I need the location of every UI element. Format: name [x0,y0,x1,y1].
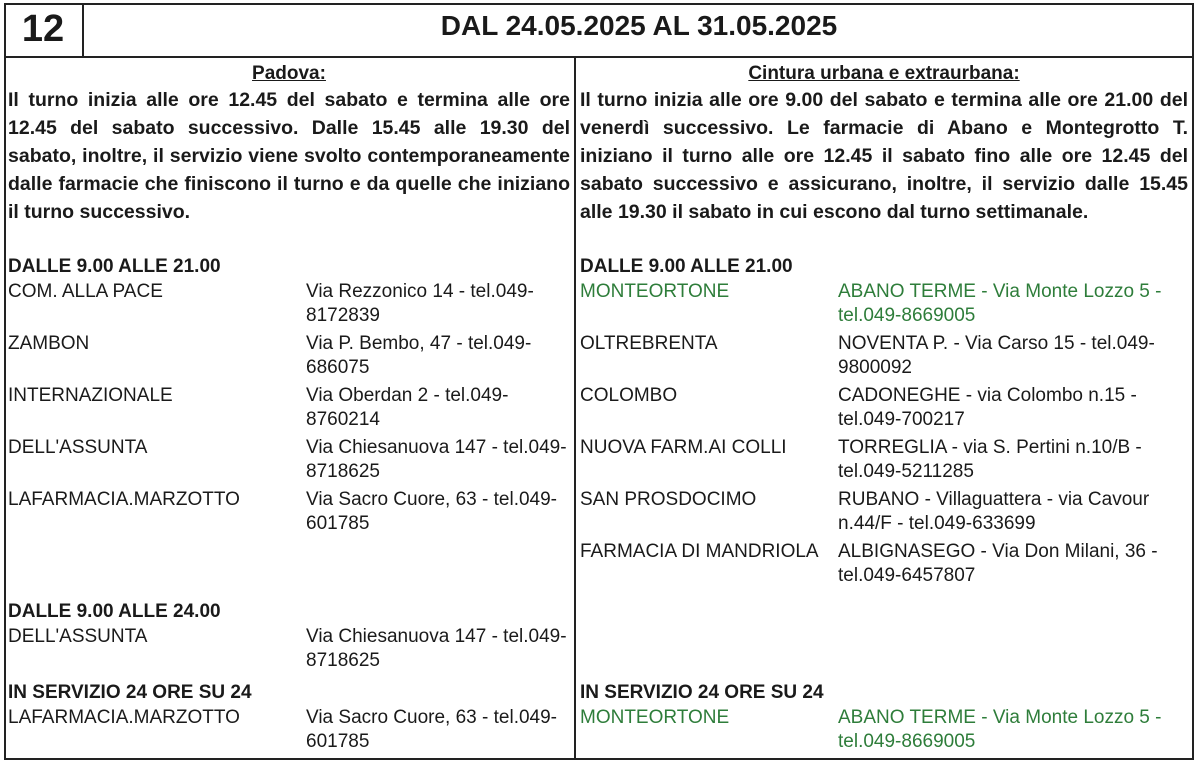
pharmacy-row [8,436,570,484]
pharmacy-name: FARMACIA DI MANDRIOLA [580,541,819,562]
header [4,3,1194,58]
pharmacy-name: OLTREBRENTA [580,333,718,354]
padova-intro: Il turno inizia alle ore 12.45 del sabato e termina alle ore 12.45 del sabato successivo. Dalle 15.45 alle 19.30 del sabato, inoltre, il servizio viene svolto contemporaneamente dalle farmacie che finiscono il turno e da quelle che iniziano il turno successivo. [8,89,570,223]
cintura-day-list [580,280,1190,592]
pharmacy-row [8,625,570,673]
padova-evening-section-title: DALLE 9.00 ALLE 24.00 [8,601,221,622]
pharmacy-address: CADONEGHE - via Colombo n.15 - tel.049-700217 [838,385,1137,430]
pharmacy-address: Via Sacro Cuore, 63 - tel.049-601785 [306,489,558,534]
cintura-day-section-title: DALLE 9.00 ALLE 21.00 [580,256,793,277]
pharmacy-name: MONTEORTONE [580,707,730,728]
cintura-24h-section-title: IN SERVIZIO 24 ORE SU 24 [580,682,824,703]
pharmacy-row [580,384,1190,432]
pharmacy-name: DELL'ASSUNTA [8,437,148,458]
padova-24h-list [8,706,570,758]
pharmacy-name: NUOVA FARM.AI COLLI [580,437,787,458]
pharmacy-row [580,540,1190,588]
pharmacy-name: INTERNAZIONALE [8,385,173,406]
pharmacy-row [8,332,570,380]
pharmacy-address: TORREGLIA - via S. Pertini n.10/B - tel.049-5211285 [838,437,1142,482]
pharmacy-address: Via Rezzonico 14 - tel.049-8172839 [306,281,534,326]
date-range-title: DAL 24.05.2025 AL 31.05.2025 [440,10,838,41]
pharmacy-row [8,488,570,536]
pharmacy-address: NOVENTA P. - Via Carso 15 - tel.049-9800092 [838,333,1155,378]
padova-column [8,60,570,226]
pharmacy-name: DELL'ASSUNTA [8,626,148,647]
pharmacy-address: Via Oberdan 2 - tel.049-8760214 [306,385,509,430]
padova-day-section-title: DALLE 9.00 ALLE 21.00 [8,256,221,277]
pharmacy-address: ABANO TERME - Via Monte Lozzo 5 - tel.049-8669005 [838,707,1162,752]
column-divider [574,58,576,760]
pharmacy-name: COLOMBO [580,385,678,406]
padova-region-title: Padova: [252,63,326,84]
pharmacy-name: LAFARMACIA.MARZOTTO [8,707,240,728]
pharmacy-address: Via Chiesanuova 147 - tel.049-8718625 [306,437,567,482]
pharmacy-address: RUBANO - Villaguattera - via Cavour n.44/F - tel.049-633699 [838,489,1150,534]
pharmacy-row [580,332,1190,380]
pharmacy-row [580,706,1190,754]
pharmacy-name: LAFARMACIA.MARZOTTO [8,489,240,510]
padova-day-list [8,280,570,540]
pharmacy-address: ALBIGNASEGO - Via Don Milani, 36 - tel.049-6457807 [838,541,1158,586]
pharmacy-name: SAN PROSDOCIMO [580,489,757,510]
pharmacy-name: ZAMBON [8,333,90,354]
pharmacy-name: COM. ALLA PACE [8,281,163,302]
pharmacy-row [580,488,1190,536]
pharmacy-row [8,384,570,432]
pharmacy-row [580,280,1190,328]
pharmacy-address: ABANO TERME - Via Monte Lozzo 5 - tel.049-8669005 [838,281,1162,326]
week-number: 12 [4,3,84,56]
pharmacy-name: MONTEORTONE [580,281,730,302]
pharmacy-row [580,436,1190,484]
pharmacy-address: Via P. Bembo, 47 - tel.049-686075 [306,333,532,378]
cintura-intro: Il turno inizia alle ore 9.00 del sabato e termina alle ore 21.00 del venerdì successivo. Le farmacie di Abano e Montegrotto T. iniziano il turno alle ore 12.45 il sabato fino alle ore 12.45 del sabato successivo e assicurano, inoltre, il servizio dalle 15.45 alle 19.30 il sabato in cui escono dal turno settimanale. [580,89,1188,223]
pharmacy-address: Via Sacro Cuore, 63 - tel.049-601785 [306,707,558,752]
pharmacy-row [8,706,570,754]
cintura-24h-list [580,706,1190,758]
cintura-region-title: Cintura urbana e extraurbana: [748,63,1020,84]
padova-24h-section-title: IN SERVIZIO 24 ORE SU 24 [8,682,252,703]
padova-evening-list [8,625,570,677]
cintura-column [580,60,1188,226]
pharmacy-row [8,280,570,328]
pharmacy-address: Via Chiesanuova 147 - tel.049-8718625 [306,626,567,671]
